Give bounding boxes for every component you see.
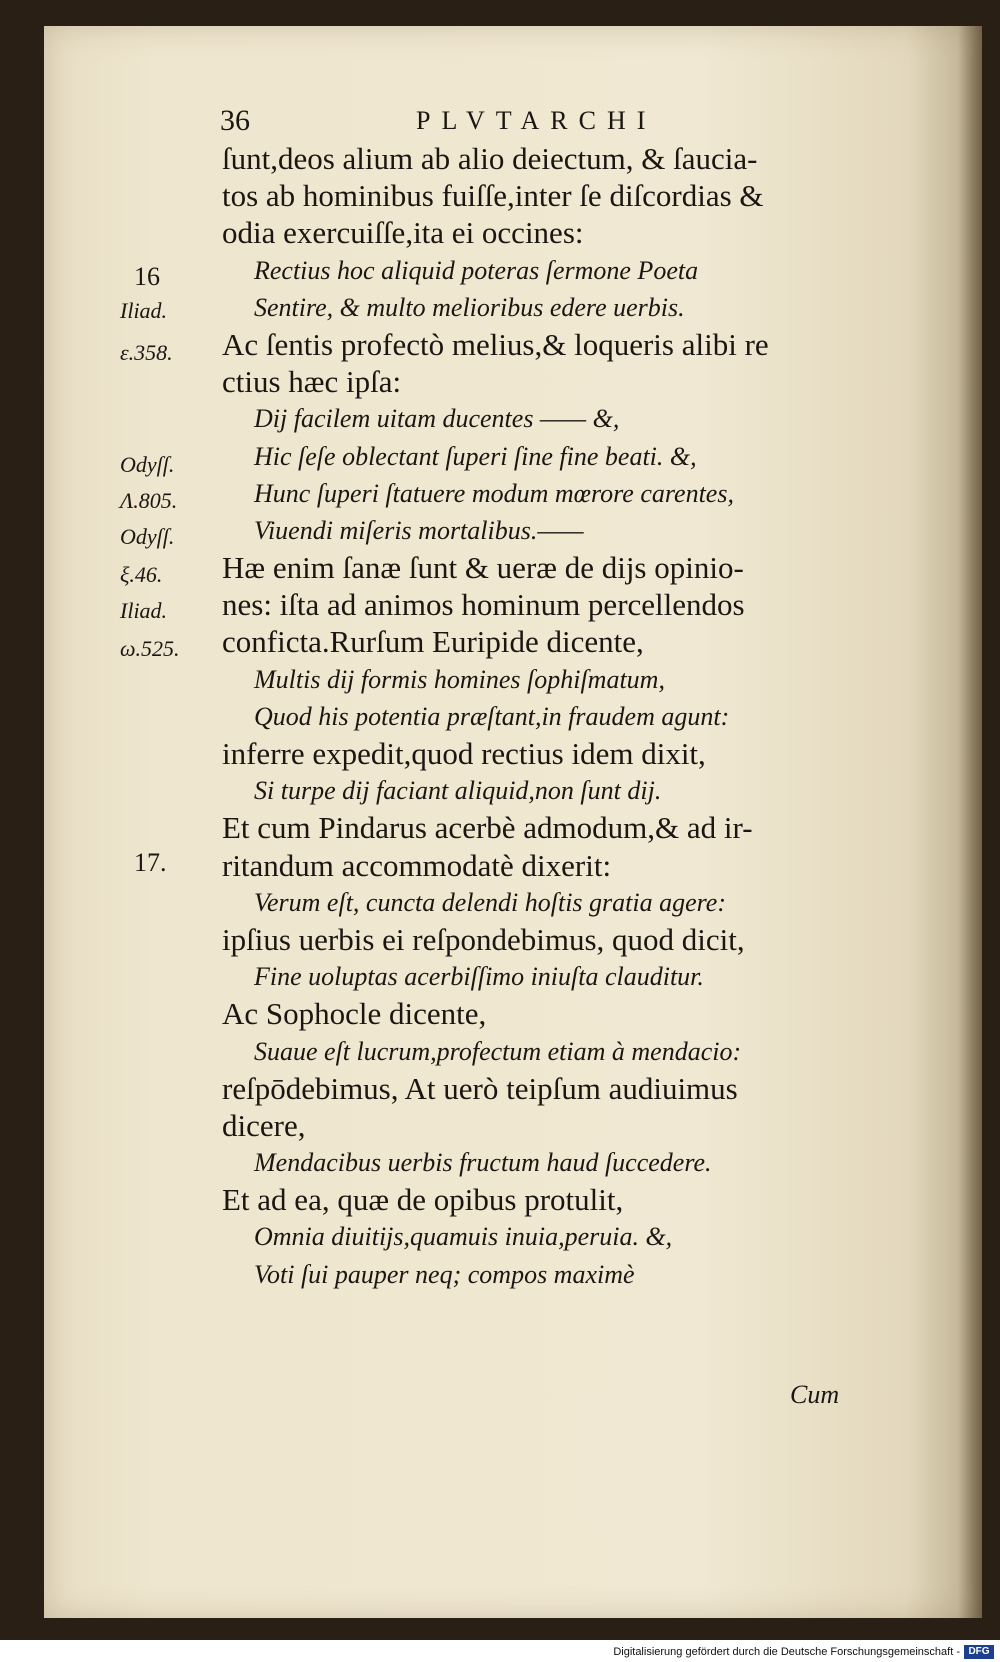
page-header [220,104,780,144]
page-number: 36 [220,104,250,137]
digitization-credit [0,1642,1000,1662]
text-line: Sentire, & multo melioribus edere uerbis. [254,292,685,322]
text-line: dicere, [222,1107,306,1143]
binding-edge [958,26,982,1618]
margin-note: Iliad. [120,598,168,623]
text-block [222,140,922,1293]
text-line: Suaue eſt lucrum,profectum etiam à mendacio: [254,1036,742,1066]
dfg-logo-icon: DFG [964,1645,994,1659]
text-line: nes: iſta ad animos hominum percellendos [222,587,745,623]
text-line: Si turpe dij faciant aliquid,non ſunt dij. [254,776,662,806]
text-line: Voti ſui pauper neq; compos maximè [254,1259,635,1289]
text-line: reſpōdebimus, At uerò teipſum audiuimus [222,1070,738,1106]
running-head: PLVTARCHI [416,106,657,135]
text-line: Ac ſentis profectò melius,& loqueris alibi re [222,326,769,362]
text-line: Hic ſeſe oblectant ſuperi ſine fine beati. &, [254,441,697,471]
margin-note: Λ.805. [120,488,178,513]
text-line: ipſius uerbis ei reſpondebimus, quod dicit, [222,921,745,957]
margin-note: ω.525. [120,636,180,661]
text-line: ctius hæc ipſa: [222,364,402,400]
text-line: ritandum accommodatè dixerit: [222,847,612,883]
text-line: Ac Sophocle dicente, [222,996,487,1032]
text-line: conficta.Rurſum Euripide dicente, [222,624,644,660]
text-line: Quod his potentia præſtant,in fraudem agunt: [254,701,730,731]
text-line: Mendacibus uerbis fructum haud ſuccedere. [254,1148,712,1178]
margin-note: Iliad. [120,298,168,323]
text-line: inferre expedit,quod rectius idem dixit, [222,736,706,771]
text-line: ſunt,deos alium ab alio deiectum, & ſaucia- [222,141,758,176]
text-line: tos ab hominibus fuiſſe,inter ſe diſcordias & [222,178,764,214]
margin-note: Odyſſ. [120,452,175,477]
text-line: Dij facilem uitam ducentes —— &, [254,404,620,434]
text-line: Hunc ſuperi ſtatuere modum mœrore carentes, [254,478,734,508]
text-line: odia exercuiſſe,ita ei occines: [222,215,584,251]
text-line: Viuendi miſeris mortalibus.—— [254,515,584,545]
text-line: Et cum Pindarus acerbè admodum,& ad ir- [222,810,753,846]
margin-note: Odyſſ. [120,524,175,549]
text-line: Hæ enim ſanæ ſunt & ueræ de dijs opinio- [222,550,744,586]
credit-text: Digitalisierung gefördert durch die Deutsche Forschungsgemeinschaft - [613,1646,960,1658]
text-line: Omnia diuitijs,quamuis inuia,peruia. &, [254,1222,673,1252]
catchword: Cum [790,1380,840,1409]
text-line: Verum eſt, cuncta delendi hoſtis gratia agere: [254,887,726,917]
margin-note: ε.358. [120,340,173,365]
text-line: Fine uoluptas acerbiſſimo iniuſta clauditur. [254,962,704,992]
text-line: Rectius hoc aliquid poteras ſermone Poeta [254,255,699,285]
margin-note: 16 [134,262,160,291]
margin-note: ξ.46. [120,562,163,587]
text-line: Multis dij formis homines ſophiſmatum, [254,664,665,694]
text-line: Et ad ea, quæ de opibus protulit, [222,1182,624,1218]
margin-note: 17. [134,848,167,877]
